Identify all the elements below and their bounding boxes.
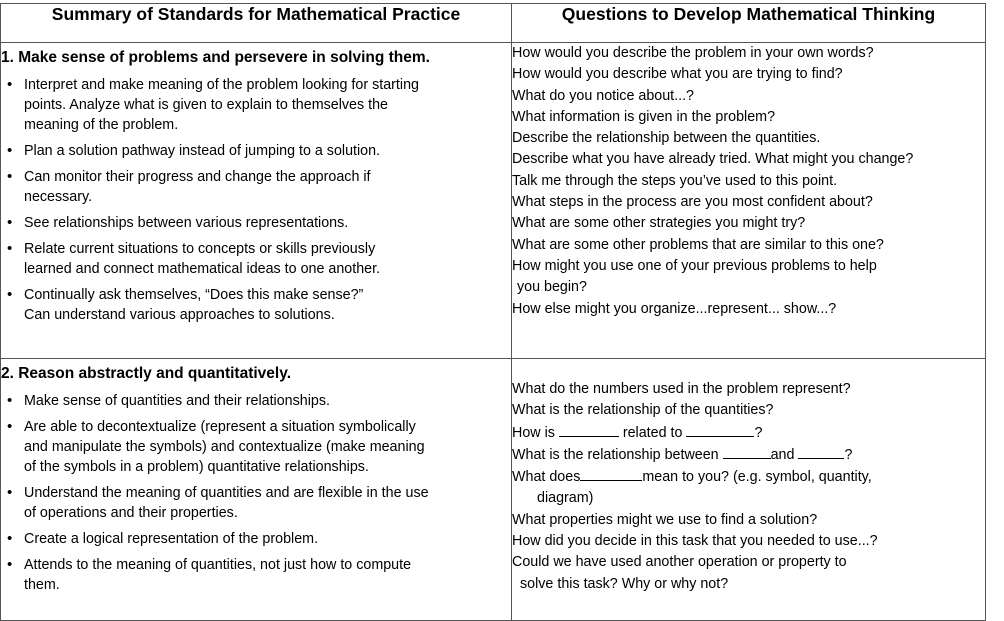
section-2-standards [1, 359, 512, 621]
question: How would you describe what you are trying to find? [512, 66, 843, 83]
bullet-point [1, 75, 511, 135]
bullet-point [1, 213, 511, 233]
question: What information is given in the problem? [512, 108, 776, 125]
blank-line [559, 422, 619, 437]
question: Talk me through the steps you’ve used to this point. [512, 172, 838, 189]
question: How would you describe the problem in your own words? [512, 45, 874, 61]
bullet-point [1, 529, 511, 549]
question-text: mean to you? (e.g. symbol, quantity, [642, 469, 872, 486]
bullet-text-line: meaning of the problem. [24, 117, 179, 133]
question-text: What does [512, 469, 581, 486]
question: Could we have used another operation or property to [512, 554, 847, 571]
header-standards: Summary of Standards for Mathematical Practice [1, 4, 512, 43]
blank-line [798, 444, 844, 459]
bullet-point [1, 417, 511, 477]
blank-line [686, 422, 754, 437]
bullet-point [1, 167, 511, 207]
bullet-point [1, 239, 511, 279]
bullet-text-line: • Are able to decontextualize (represent a situation symbolically [24, 419, 416, 435]
question: How else might you organize...represent... show...? [512, 300, 837, 317]
bullet-text-line: learned and connect mathematical ideas to one another. [24, 261, 381, 277]
question: What are some other strategies you might try? [512, 215, 806, 232]
blank-line [580, 466, 642, 481]
bullet-point [1, 391, 511, 411]
bullet-text-line: necessary. [24, 189, 93, 205]
section-2-points [1, 391, 511, 595]
question: you begin? [517, 279, 587, 296]
question-text: ? [844, 446, 853, 463]
bullet-text-line: and manipulate the symbols) and contextualize (make meaning [24, 439, 425, 455]
question: How did you decide in this task that you needed to use...? [512, 533, 878, 550]
question-fill-in [512, 422, 985, 444]
section-1-title: 1. Make sense of problems and persevere in solving them. [1, 49, 430, 66]
question-fill-in [512, 444, 985, 466]
question: What do the numbers used in the problem represent? [512, 381, 851, 397]
bullet-point [1, 483, 511, 523]
question: Describe the relationship between the quantities. [512, 130, 821, 147]
section-2-questions [512, 359, 986, 621]
question: What steps in the process are you most confident about? [512, 194, 873, 211]
bullet-text-line: • Interpret and make meaning of the problem looking for starting [24, 77, 419, 93]
bullet-text-line: Can understand various approaches to solutions. [24, 307, 335, 323]
bullet-text-line: • Understand the meaning of quantities and are flexible in the use [24, 485, 429, 501]
bullet-text-line: of operations and their properties. [24, 505, 238, 521]
question-text: How is [512, 424, 559, 441]
bullet-text-line: • Make sense of quantities and their relationships. [24, 393, 330, 409]
question: What is the relationship of the quantities? [512, 402, 774, 419]
section-2-title: 2. Reason abstractly and quantitatively. [1, 365, 291, 382]
question-text: and [770, 446, 799, 463]
bullet-text-line: of the symbols in a problem) quantitative relationships. [24, 459, 369, 475]
question-text: What is the relationship between [512, 446, 723, 463]
bullet-text-line: them. [24, 577, 60, 593]
question-fill-in [512, 466, 985, 488]
bullet-point [1, 555, 511, 595]
bullet-text-line: • Can monitor their progress and change the approach if [24, 169, 371, 185]
question-text: related to [618, 424, 687, 441]
question-continued: solve this task? Why or why not? [520, 575, 729, 592]
bullet-text-line: points. Analyze what is given to explain to themselves the [24, 97, 388, 113]
bullet-text-line: • See relationships between various representations. [24, 215, 349, 231]
bullet-point [1, 285, 511, 325]
standards-table [0, 3, 986, 621]
question: How might you use one of your previous problems to help [512, 257, 877, 274]
row-section-1 [1, 43, 986, 359]
bullet-text-line: • Create a logical representation of the problem. [24, 531, 319, 547]
blank-line [723, 444, 771, 459]
bullet-text-line: • Attends to the meaning of quantities, not just how to compute [24, 557, 412, 573]
section-1-questions [512, 43, 986, 359]
header-questions: Questions to Develop Mathematical Thinking [512, 4, 986, 43]
bullet-text-line: • Relate current situations to concepts or skills previously [24, 241, 376, 257]
row-section-2 [1, 359, 986, 621]
bullet-text-line: • Plan a solution pathway instead of jumping to a solution. [24, 143, 381, 159]
question: What do you notice about...? [512, 87, 695, 104]
bullet-text-line: • Continually ask themselves, “Does this make sense?” [24, 287, 364, 303]
bullet-point [1, 141, 511, 161]
question-text: ? [754, 424, 763, 441]
section-1-question-list [512, 43, 985, 320]
question: Describe what you have already tried. What might you change? [512, 151, 914, 168]
section-1-points [1, 75, 511, 325]
question: What properties might we use to find a solution? [512, 511, 818, 528]
section-1-standards [1, 43, 512, 359]
question: What are some other problems that are similar to this one? [512, 236, 884, 253]
header-row [1, 4, 986, 43]
question-continued: diagram) [537, 490, 594, 507]
